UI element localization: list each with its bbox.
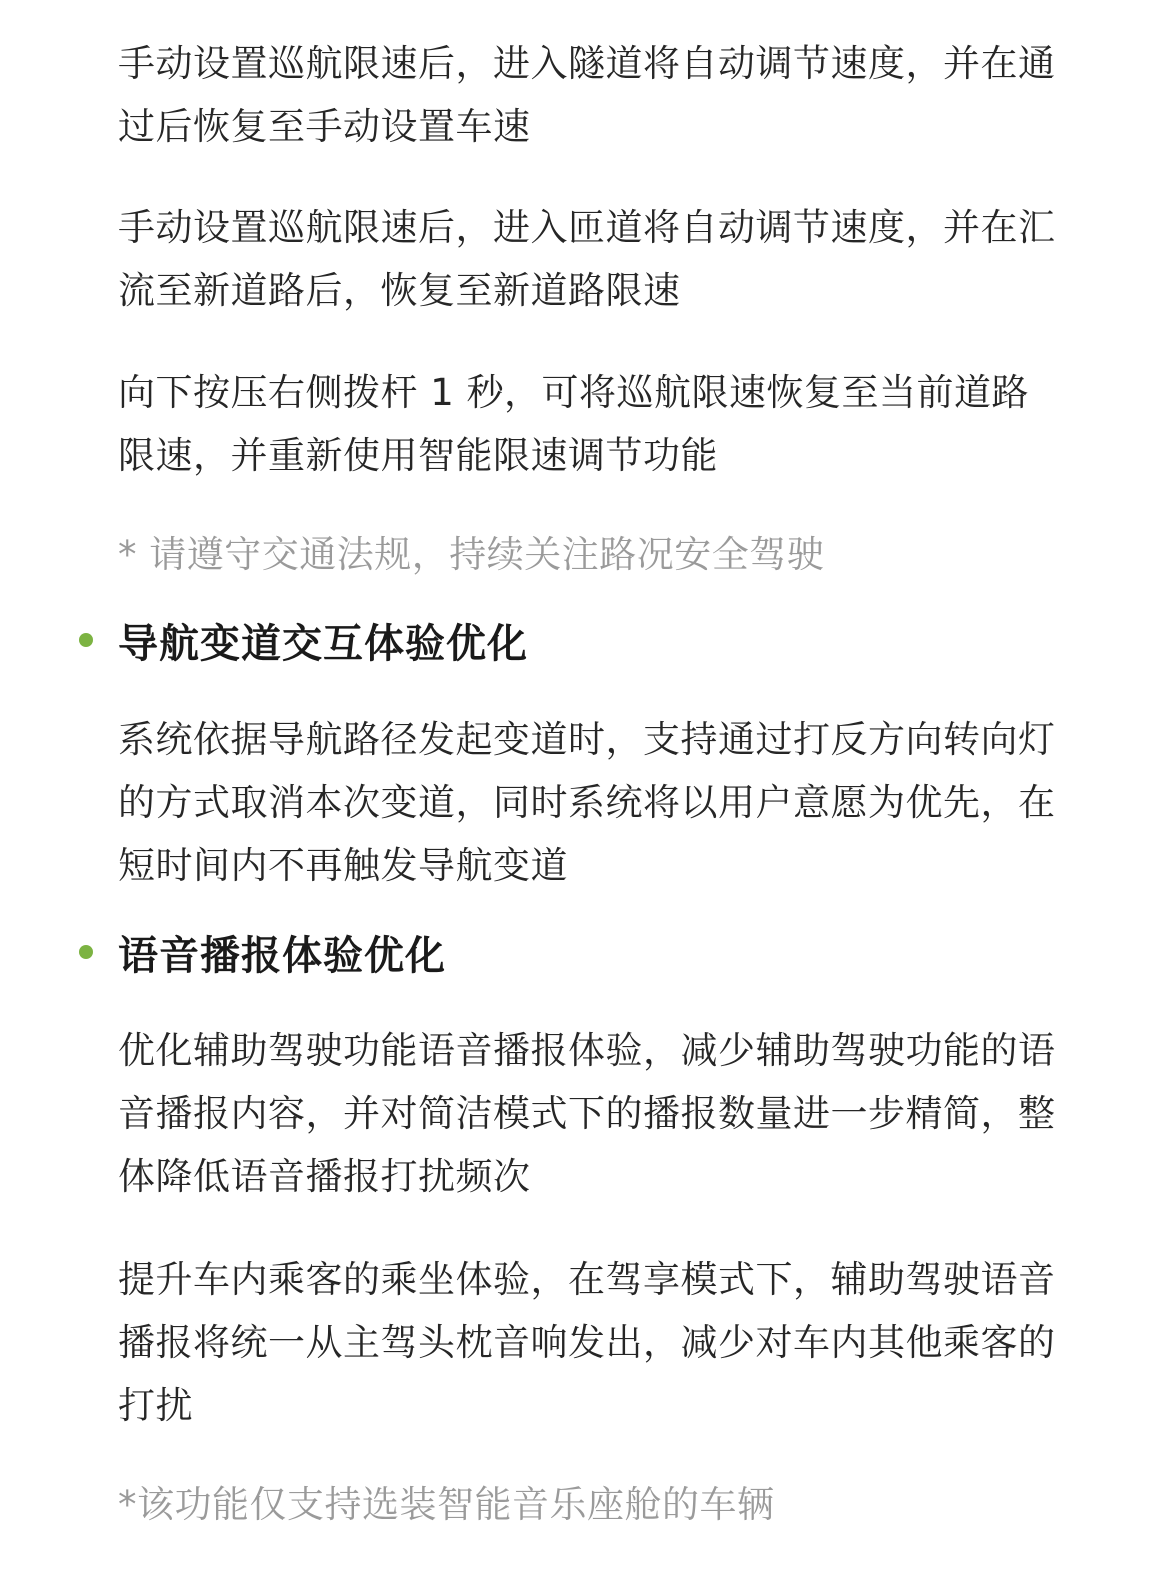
restore-speed-paragraph: 向下按压右侧拨杆 1 秒，可将巡航限速恢复至当前道路限速，并重新使用智能限速调节功能 xyxy=(118,371,1030,477)
voice-broadcast-heading: 语音播报体验优化 xyxy=(118,933,446,979)
ramp-speed-paragraph: 手动设置巡航限速后，进入匝道将自动调节速度，并在汇流至新道路后，恢复至新道路限速 xyxy=(118,206,1056,312)
voice-reduce-paragraph: 优化辅助驾驶功能语音播报体验，减少辅助驾驶功能的语音播报内容，并对简洁模式下的播报数量进一步精简，整体降低语音播报打扰频次 xyxy=(118,1029,1056,1198)
headrest-speaker-paragraph: 提升车内乘客的乘坐体验，在驾享模式下，辅助驾驶语音播报将统一从主驾头枕音响发出，减少对车内其他乘客的打扰 xyxy=(118,1258,1056,1427)
bullet-dot-icon xyxy=(79,945,93,959)
bullet-dot-icon xyxy=(79,633,93,647)
lane-change-heading: 导航变道交互体验优化 xyxy=(118,621,528,667)
tunnel-speed-paragraph: 手动设置巡航限速后，进入隧道将自动调节速度，并在通过后恢复至手动设置车速 xyxy=(118,42,1056,148)
music-cockpit-note: *该功能仅支持选装智能音乐座舱的车辆 xyxy=(118,1483,775,1526)
traffic-law-note: * 请遵守交通法规，持续关注路况安全驾驶 xyxy=(118,533,825,576)
lane-change-paragraph: 系统依据导航路径发起变道时，支持通过打反方向转向灯的方式取消本次变道，同时系统将以用户意愿为优先，在短时间内不再触发导航变道 xyxy=(118,718,1056,887)
